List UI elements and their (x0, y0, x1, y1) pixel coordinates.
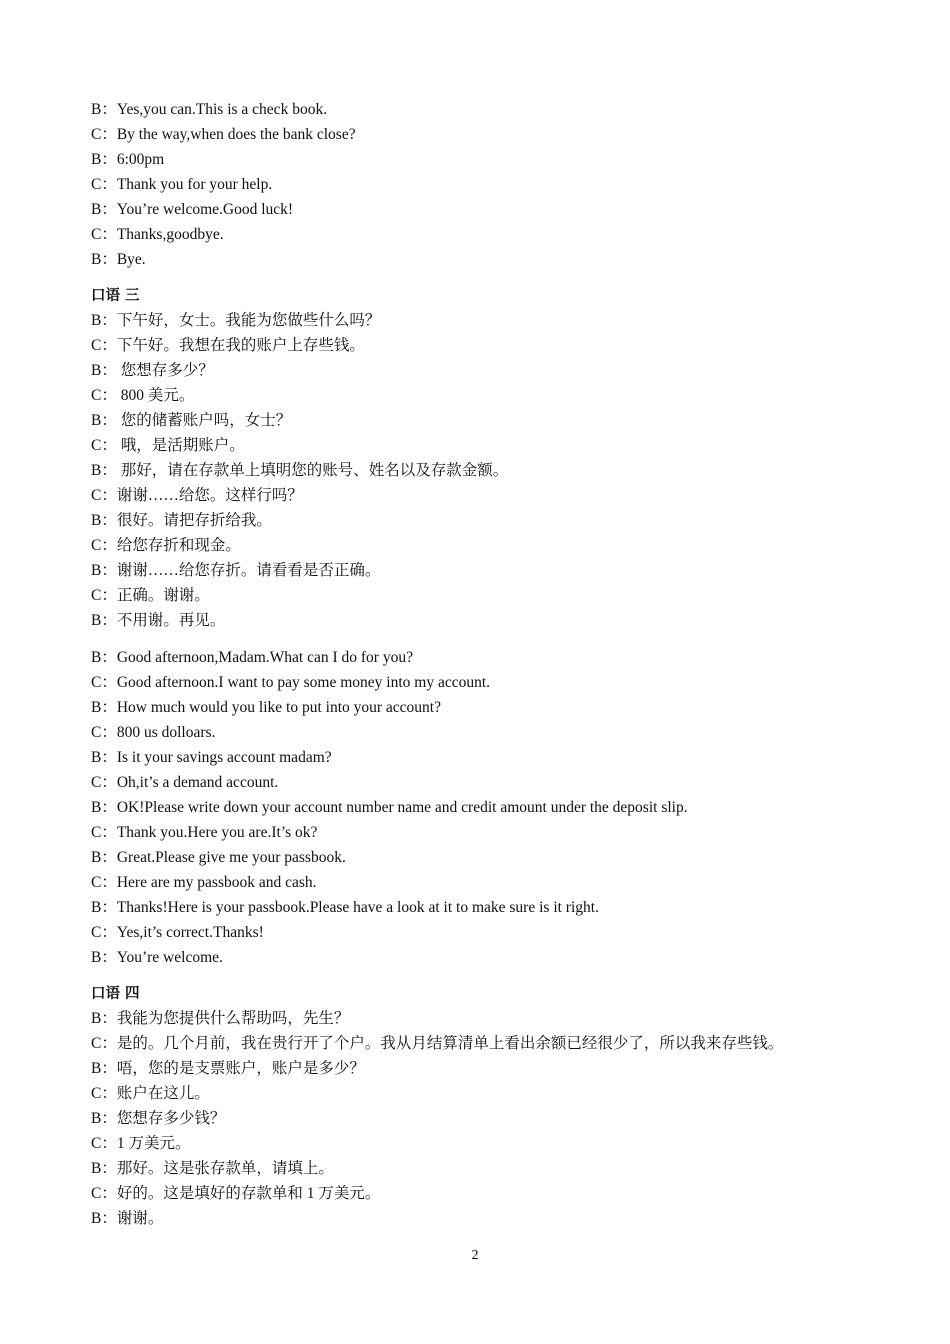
dialogue-line: B：唔，您的是支票账户，账户是多少？ (91, 1060, 365, 1077)
dialogue-line: C：Thanks,goodbye. (91, 226, 224, 243)
dialogue-line: B：我能为您提供什么帮助吗，先生？ (91, 1010, 350, 1027)
section-heading: 口语 三 (91, 288, 140, 304)
dialogue-line: C： 800 美元。 (91, 387, 195, 404)
section-3-heading-block (91, 284, 140, 309)
dialogue-line: B：谢谢……给您存折。请看看是否正确。 (91, 562, 381, 579)
dialogue-line: C：Thank you.Here you are.It’s ok? (91, 824, 318, 841)
dialogue-line: B： 您想存多少？ (91, 362, 214, 379)
dialogue-line: B：下午好，女士。我能为您做些什么吗？ (91, 312, 381, 329)
dialogue-line: B：Is it your savings account madam? (91, 749, 332, 766)
dialogue-line: B：6:00pm (91, 151, 165, 168)
dialogue-line: C：正确。谢谢。 (91, 587, 210, 604)
dialogue-line: B：Good afternoon,Madam.What can I do for you? (91, 649, 413, 666)
dialogue-line: B： 您的储蓄账户吗，女士？ (91, 412, 292, 429)
dialogue-line: C：By the way,when does the bank close? (91, 126, 356, 143)
dialogue-line: B：OK!Please write down your account number name and credit amount under the deposit slip. (91, 799, 688, 816)
section-4-chinese-dialogue (91, 1006, 783, 1231)
dialogue-line: B：You’re welcome.Good luck! (91, 201, 294, 218)
section-3-english-dialogue (91, 645, 688, 970)
dialogue-line: B：Yes,you can.This is a check book. (91, 101, 328, 118)
dialogue-line: B：How much would you like to put into your account? (91, 699, 441, 716)
dialogue-line: C：Thank you for your help. (91, 176, 273, 193)
dialogue-line: C：Here are my passbook and cash. (91, 874, 317, 891)
dialogue-line: B：Great.Please give me your passbook. (91, 849, 346, 866)
dialogue-line: C： 哦，是活期账户。 (91, 437, 245, 454)
dialogue-line: B：很好。请把存折给我。 (91, 512, 272, 529)
dialogue-line: B：不用谢。再见。 (91, 612, 226, 629)
dialogue-line: C：800 us dolloars. (91, 724, 216, 741)
dialogue-continuation (91, 97, 356, 272)
dialogue-line: C：账户在这儿。 (91, 1085, 210, 1102)
dialogue-line: B： 那好，请在存款单上填明您的账号、姓名以及存款金额。 (91, 462, 509, 479)
dialogue-line: C：Good afternoon.I want to pay some money into my account. (91, 674, 491, 691)
dialogue-line: C：下午好。我想在我的账户上存些钱。 (91, 337, 365, 354)
dialogue-line: C：1 万美元。 (91, 1135, 191, 1152)
dialogue-line: B：Thanks!Here is your passbook.Please have a look at it to make sure is it right. (91, 899, 599, 916)
dialogue-line: B：Bye. (91, 251, 146, 268)
dialogue-line: C：Oh,it’s a demand account. (91, 774, 279, 791)
dialogue-line: C：给您存折和现金。 (91, 537, 241, 554)
page-number: 2 (471, 1248, 479, 1263)
dialogue-line: B：谢谢。 (91, 1210, 164, 1227)
dialogue-line: C：好的。这是填好的存款单和 1 万美元。 (91, 1185, 381, 1202)
dialogue-line: C：谢谢……给您。这样行吗？ (91, 487, 303, 504)
dialogue-line: B：You’re welcome. (91, 949, 223, 966)
dialogue-line: C：Yes,it’s correct.Thanks! (91, 924, 264, 941)
section-3-chinese-dialogue (91, 308, 508, 633)
dialogue-line: B：您想存多少钱？ (91, 1110, 226, 1127)
section-heading: 口语 四 (91, 986, 140, 1002)
dialogue-line: C：是的。几个月前，我在贵行开了个户。我从月结算清单上看出余额已经很少了，所以我来存些钱。 (91, 1035, 784, 1052)
section-4-heading-block (91, 982, 140, 1007)
dialogue-line: B：那好。这是张存款单，请填上。 (91, 1160, 334, 1177)
